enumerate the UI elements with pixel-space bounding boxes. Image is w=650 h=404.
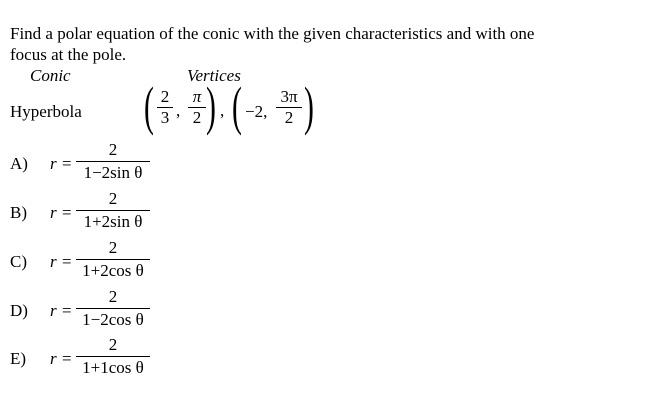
option-denominator: 1+1cos θ [82, 358, 144, 377]
vertex1-theta-den: 2 [192, 108, 202, 127]
comma: , [176, 101, 181, 120]
option-e[interactable] [10, 335, 210, 383]
option-denominator: 1−2sin θ [83, 163, 143, 182]
option-fraction [76, 287, 150, 330]
option-numerator: 2 [108, 238, 118, 257]
left-paren: ( [232, 76, 242, 136]
question-line-1: Find a polar equation of the conic with the given characteristics and with one [10, 24, 535, 43]
option-letter: D) [10, 301, 28, 320]
right-paren: ) [206, 76, 216, 136]
option-a[interactable] [10, 140, 210, 188]
conic-type: Hyperbola [10, 102, 82, 121]
option-denominator: 1+2cos θ [82, 261, 144, 280]
vertex2-theta-den: 2 [284, 108, 294, 127]
option-letter: A) [10, 154, 28, 173]
vertex1-r-fraction [157, 87, 173, 128]
vertex1-r-num: 2 [160, 87, 170, 106]
question-text [10, 23, 534, 65]
vertex1-theta-num: π [192, 87, 202, 106]
question-line-2: focus at the pole. [10, 45, 127, 64]
option-fraction [76, 238, 150, 281]
option-lhs: r = [50, 301, 73, 320]
right-paren: ) [304, 76, 314, 136]
comma: , [220, 101, 225, 120]
option-b[interactable] [10, 189, 210, 237]
vertex2-r: −2, [245, 102, 268, 121]
option-numerator: 2 [108, 140, 118, 159]
left-paren: ( [144, 76, 154, 136]
option-numerator: 2 [108, 335, 118, 354]
header-conic: Conic [30, 66, 71, 85]
vertices-expression [140, 76, 330, 137]
option-lhs: r = [50, 349, 73, 368]
vertex2-theta-fraction [276, 87, 302, 128]
option-letter: B) [10, 203, 27, 222]
option-fraction [76, 140, 150, 183]
option-numerator: 2 [108, 287, 118, 306]
option-letter: E) [10, 349, 27, 368]
option-lhs: r = [50, 252, 73, 271]
option-letter: C) [10, 252, 27, 271]
option-d[interactable] [10, 287, 210, 335]
vertex1-theta-fraction [188, 87, 206, 128]
vertex1-r-den: 3 [160, 108, 170, 127]
option-denominator: 1−2cos θ [82, 310, 144, 329]
option-fraction [76, 189, 150, 232]
vertex2-theta-num: 3π [280, 87, 298, 106]
option-lhs: r = [50, 203, 73, 222]
header-vertices: Vertices [187, 66, 241, 85]
option-fraction [76, 335, 150, 378]
option-numerator: 2 [108, 189, 118, 208]
option-lhs: r = [50, 154, 73, 173]
option-denominator: 1+2sin θ [83, 212, 143, 231]
option-c[interactable] [10, 238, 210, 286]
